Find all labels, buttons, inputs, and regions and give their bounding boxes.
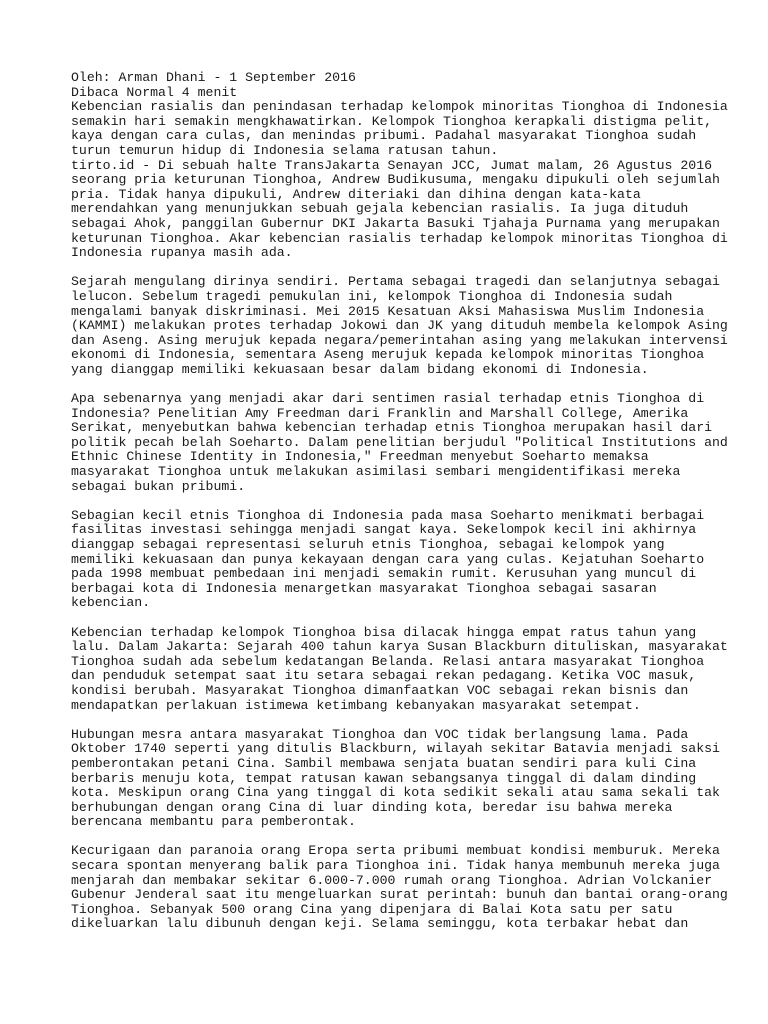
text-line: ekonomi di Indonesia, sementara Aseng merujuk kepada kelompok minoritas Tionghoa (71, 347, 705, 363)
paragraph-gap (71, 611, 711, 626)
text-line: Indonesia rupanya masih ada. (71, 245, 293, 261)
text-line: menjarah dan membakar sekitar 6.000-7.000 rumah orang Tionghoa. Adrian Volckanier (71, 872, 713, 888)
text-line: semakin hari semakin mengkhawatirkan. Kelompok Tionghoa kerapkali distigma pelit, (71, 113, 713, 129)
text-line: politik pecah belah Soeharto. Dalam penelitian berjudul "Political Institutions and (71, 434, 728, 450)
text-line: turun temurun hidup di Indonesia selama ratusan tahun. (71, 142, 499, 158)
document-page (71, 70, 728, 932)
text-line: sebagai Ahok, panggilan Gubernur DKI Jakarta Basuki Tjahaja Purnama yang merupakan (71, 215, 720, 231)
text-line: seorang pria keturunan Tionghoa, Andrew Budikusuma, mengaku dipukuli oleh sejumlah (71, 172, 720, 188)
read-time: Dibaca Normal 4 menit (71, 84, 238, 100)
byline: Oleh: Arman Dhani - 1 September 2016 (71, 70, 356, 85)
text-line: berhubungan dengan orang Cina di luar dinding kota, beredar isu bahwa mereka (71, 799, 673, 815)
text-line: keturunan Tionghoa. Akar kebencian rasialis terhadap kelompok minoritas Tionghoa di (71, 230, 728, 246)
paragraph (71, 157, 728, 261)
paragraph (71, 391, 728, 494)
text-line: secara spontan menyerang balik para Tionghoa ini. Tidak hanya membunuh mereka juga (71, 858, 720, 874)
text-line: dianggap sebagai representasi seluruh etnis Tionghoa, sebagai kelompok yang (71, 537, 665, 552)
paragraph-gap (71, 261, 711, 276)
text-line: merendahkan yang menunjukkan sebuah gejala kebencian rasialis. Ia juga dituduh (71, 201, 689, 217)
text-line: kebencian. (71, 595, 151, 611)
text-line: Kecurigaan dan paranoia orang Eropa serta pribumi membuat kondisi memburuk. Mereka (71, 843, 720, 859)
paragraph-gap (71, 830, 711, 845)
paragraph (71, 624, 728, 714)
text-line: masyarakat Tionghoa untuk melakukan asimilasi sembari mengidentifikasi mereka (71, 464, 681, 480)
article-body (71, 99, 728, 932)
text-line: kaya dengan cara culas, dan menindas pribumi. Padahal masyarakat Tionghoa sudah (71, 128, 697, 144)
text-line: pemberontakan petani Cina. Sambil membawa senjata buatan sendiri para kuli Cina (71, 755, 697, 771)
text-line: Sejarah mengulang dirinya sendiri. Pertama sebagai tragedi dan selanjutnya sebagai (71, 274, 720, 290)
paragraph (71, 274, 728, 377)
text-line: Apa sebenarnya yang menjadi akar dari sentimen rasial terhadap etnis Tionghoa di (71, 391, 705, 407)
text-line: Gubenur Jenderal saat itu mengeluarkan surat perintah: bunuh dan bantai orang-orang (71, 887, 728, 903)
text-line: fasilitas investasi sehingga menjadi sangat kaya. Sekelompok kecil ini akhirnya (71, 522, 697, 538)
text-line: mengalami banyak diskriminasi. Mei 2015 Kesatuan Aksi Mahasiswa Muslim Indonesia (71, 303, 705, 319)
paragraph-gap (71, 377, 711, 392)
text-line: berbagai kota di Indonesia menargetkan masyarakat Tionghoa sebagai sasaran (71, 580, 657, 596)
text-line: Kebencian rasialis dan penindasan terhadap kelompok minoritas Tionghoa di Indonesia (71, 99, 728, 115)
text-line: Kebencian terhadap kelompok Tionghoa bisa dilacak hingga empat ratus tahun yang (71, 624, 697, 640)
text-line: Serikat, menyebutkan bahwa kebencian terhadap etnis Tionghoa merupakan hasil dari (71, 420, 713, 436)
text-line: Tionghoa sudah ada sebelum kedatangan Belanda. Relasi antara masyarakat Tionghoa (71, 653, 705, 669)
text-line: lelucon. Sebelum tragedi pemukulan ini, kelompok Tionghoa di Indonesia sudah (71, 288, 673, 304)
text-line: dikeluarkan lalu dibunuh dengan keji. Selama seminggu, kota terbakar hebat dan (71, 916, 689, 932)
text-line: yang dianggap memiliki kekuasaan besar dalam bidang ekonomi di Indonesia. (71, 361, 649, 377)
text-line: Tionghoa. Sebanyak 500 orang Cina yang dipenjara di Balai Kota satu per satu (71, 901, 673, 917)
text-line: pada 1998 membuat pembedaan ini menjadi semakin rumit. Kerusuhan yang muncul di (71, 566, 697, 582)
text-line: (KAMMI) melakukan protes terhadap Jokowi dan JK yang dituduh membela kelompok Asing (71, 318, 728, 334)
text-line: Ethnic Chinese Identity in Indonesia," Freedman menyebut Soeharto memaksa (71, 449, 649, 465)
text-line: sebagai bukan pribumi. (71, 478, 246, 494)
text-line: Oktober 1740 seperti yang ditulis Blackburn, wilayah sekitar Batavia menjadi saksi (71, 741, 720, 757)
text-line: tirto.id - Di sebuah halte TransJakarta Senayan JCC, Jumat malam, 26 Agustus 2016 (71, 157, 713, 173)
text-line: dan penduduk setempat saat itu setara sebagai rekan pedagang. Ketika VOC masuk, (71, 668, 697, 684)
text-line: pria. Tidak hanya dipukuli, Andrew diteriaki dan dihina dengan kata-kata (71, 186, 641, 202)
text-line: kota. Meskipun orang Cina yang tinggal di kota sedikit sekali atau sama sekali tak (71, 785, 720, 801)
text-line: dan Aseng. Asing merujuk kepada negara/pemerintahan asing yang melakukan intervensi (71, 332, 728, 348)
text-line: kondisi berubah. Masyarakat Tionghoa dimanfaatkan VOC sebagai rekan bisnis dan (71, 682, 689, 698)
text-line: Indonesia? Penelitian Amy Freedman dari Franklin and Marshall College, Amerika (71, 405, 689, 421)
text-line: mendapatkan perlakuan istimewa ketimbang kebanyakan masyarakat setempat. (71, 697, 641, 713)
paragraph (71, 843, 728, 932)
paragraph (71, 726, 720, 830)
text-line: memiliki kekuasaan dan punya kekayaan dengan cara yang culas. Kejatuhan Soeharto (71, 551, 705, 567)
paragraph (71, 99, 728, 158)
text-line: Sebagian kecil etnis Tionghoa di Indonesia pada masa Soeharto menikmati berbagai (71, 507, 705, 523)
text-line: lalu. Dalam Jakarta: Sejarah 400 tahun karya Susan Blackburn dituliskan, masyarakat (71, 639, 728, 655)
text-line: berbaris menuju kota, tempat ratusan kawan sebangsanya tinggal di dalam dinding (71, 770, 697, 786)
paragraph-gap (71, 494, 711, 509)
text-line: berencana membantu para pemberontak. (71, 814, 356, 830)
text-line: Hubungan mesra antara masyarakat Tionghoa dan VOC tidak berlangsung lama. Pada (71, 726, 689, 742)
paragraph (71, 509, 711, 611)
paragraph-gap (71, 713, 711, 728)
